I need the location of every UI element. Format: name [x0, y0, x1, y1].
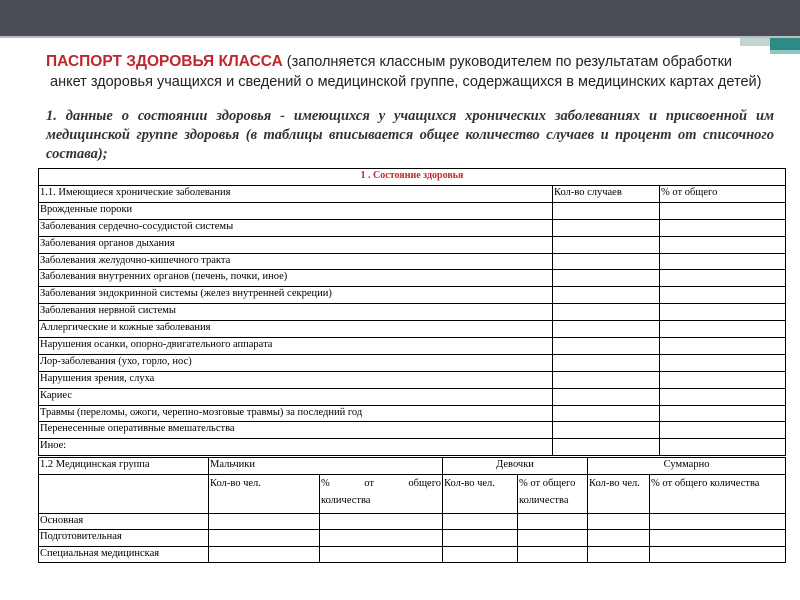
cases-cell[interactable]	[553, 270, 660, 287]
title-note: (заполняется классным руководителем по результатам обработки	[282, 54, 733, 70]
table-row	[39, 439, 786, 456]
percent-cell[interactable]	[660, 354, 786, 371]
cases-cell[interactable]	[553, 388, 660, 405]
table-row	[39, 321, 786, 338]
empty-header-cell	[39, 474, 209, 513]
column-header-diseases: 1.1. Имеющиеся хронические заболевания	[39, 186, 553, 203]
column-header-girls-count: Кол-во чел.	[443, 474, 518, 513]
column-header-girls: Девочки	[443, 458, 588, 475]
percent-cell[interactable]	[660, 422, 786, 439]
page-title: ПАСПОРТ ЗДОРОВЬЯ КЛАССА	[46, 53, 283, 70]
cases-cell[interactable]	[553, 304, 660, 321]
cases-cell[interactable]	[553, 253, 660, 270]
table-row	[39, 546, 786, 563]
value-cell[interactable]	[588, 513, 650, 530]
column-header-total: Суммарно	[588, 458, 786, 475]
disease-label: Врожденные пороки	[39, 202, 553, 219]
column-header-boys: Мальчики	[209, 458, 443, 475]
percent-cell[interactable]	[660, 219, 786, 236]
value-cell[interactable]	[443, 513, 518, 530]
value-cell[interactable]	[518, 546, 588, 563]
percent-cell[interactable]	[660, 202, 786, 219]
header-fragment: %	[321, 477, 330, 489]
section-title: 1 . Состояние здоровья	[39, 169, 786, 186]
disease-label: Травмы (переломы, ожоги, черепно-мозговые травмы) за последний год	[39, 405, 553, 422]
percent-cell[interactable]	[660, 371, 786, 388]
value-cell[interactable]	[443, 530, 518, 547]
percent-cell[interactable]	[660, 388, 786, 405]
table-row	[39, 354, 786, 371]
column-header-cases: Кол-во случаев	[553, 186, 660, 203]
title-note-continued: анкет здоровья учащихся и сведений о медицинской группе, содержащихся в медицинских картах детей)	[50, 74, 762, 90]
cases-cell[interactable]	[553, 321, 660, 338]
column-header-percent: % от общего	[660, 186, 786, 203]
disease-label: Заболевания эндокринной системы (желез внутренней секреции)	[39, 287, 553, 304]
cases-cell[interactable]	[553, 236, 660, 253]
value-cell[interactable]	[650, 513, 786, 530]
cases-cell[interactable]	[553, 338, 660, 355]
percent-cell[interactable]	[660, 405, 786, 422]
value-cell[interactable]	[443, 546, 518, 563]
disease-label: Нарушения зрения, слуха	[39, 371, 553, 388]
column-header-total-percent: % от общего количества	[650, 474, 786, 513]
value-cell[interactable]	[650, 546, 786, 563]
table-row	[39, 422, 786, 439]
disease-label: Заболевания желудочно-кишечного тракта	[39, 253, 553, 270]
cases-cell[interactable]	[553, 422, 660, 439]
value-cell[interactable]	[320, 530, 443, 547]
corner-decoration	[740, 38, 770, 46]
table-row	[39, 513, 786, 530]
table-row	[39, 304, 786, 321]
header-fragment: общего	[408, 477, 441, 489]
slide-top-bar	[0, 0, 800, 36]
value-cell[interactable]	[209, 546, 320, 563]
value-cell[interactable]	[588, 530, 650, 547]
column-header-girls-percent: % от общего количества	[518, 474, 588, 513]
disease-label: Кариес	[39, 388, 553, 405]
cases-cell[interactable]	[553, 219, 660, 236]
cases-cell[interactable]	[553, 405, 660, 422]
cases-cell[interactable]	[553, 371, 660, 388]
section-description: 1. данные о состоянии здоровья - имеющихся у учащихся хронических заболеваниях и присвоенной им медицинской группе здоровья (в таблицы вписывается общее количество случаев и процент от списочного состава);	[46, 108, 774, 162]
disease-label: Перенесенные оперативные вмешательства	[39, 422, 553, 439]
slide-top-stripe	[0, 36, 800, 38]
group-label: Специальная медицинская	[39, 546, 209, 563]
corner-decoration	[770, 38, 800, 50]
percent-cell[interactable]	[660, 270, 786, 287]
disease-label: Иное:	[39, 439, 553, 456]
column-header-boys-percent	[320, 474, 443, 513]
percent-cell[interactable]	[660, 287, 786, 304]
header-fragment: от	[364, 477, 374, 489]
disease-label: Аллергические и кожные заболевания	[39, 321, 553, 338]
page-heading	[46, 52, 786, 92]
table-row	[39, 388, 786, 405]
value-cell[interactable]	[650, 530, 786, 547]
chronic-diseases-table	[38, 168, 786, 456]
group-label: Подготовительная	[39, 530, 209, 547]
percent-cell[interactable]	[660, 321, 786, 338]
column-header-group: 1.2 Медицинская группа	[39, 458, 209, 475]
percent-cell[interactable]	[660, 439, 786, 456]
disease-label: Нарушения осанки, опорно-двигательного аппарата	[39, 338, 553, 355]
table-row	[39, 236, 786, 253]
table-row	[39, 405, 786, 422]
disease-label: Заболевания нервной системы	[39, 304, 553, 321]
value-cell[interactable]	[518, 513, 588, 530]
disease-label: Лор-заболевания (ухо, горло, нос)	[39, 354, 553, 371]
table-row	[39, 287, 786, 304]
cases-cell[interactable]	[553, 202, 660, 219]
group-label: Основная	[39, 513, 209, 530]
table-row	[39, 202, 786, 219]
value-cell[interactable]	[518, 530, 588, 547]
table-row	[39, 530, 786, 547]
table-row	[39, 338, 786, 355]
table-row	[39, 219, 786, 236]
value-cell[interactable]	[320, 546, 443, 563]
table-row	[39, 253, 786, 270]
value-cell[interactable]	[320, 513, 443, 530]
header-fragment: количества	[321, 494, 371, 506]
column-header-boys-count: Кол-во чел.	[209, 474, 320, 513]
value-cell[interactable]	[588, 546, 650, 563]
cases-cell[interactable]	[553, 287, 660, 304]
value-cell[interactable]	[209, 513, 320, 530]
cases-cell[interactable]	[553, 354, 660, 371]
column-header-total-count: Кол-во чел.	[588, 474, 650, 513]
percent-cell[interactable]	[660, 253, 786, 270]
cases-cell[interactable]	[553, 439, 660, 456]
percent-cell[interactable]	[660, 304, 786, 321]
table-row	[39, 371, 786, 388]
disease-label: Заболевания сердечно-сосудистой системы	[39, 219, 553, 236]
medical-group-table	[38, 457, 786, 563]
table-row	[39, 270, 786, 287]
disease-label: Заболевания органов дыхания	[39, 236, 553, 253]
value-cell[interactable]	[209, 530, 320, 547]
disease-label: Заболевания внутренних органов (печень, почки, иное)	[39, 270, 553, 287]
percent-cell[interactable]	[660, 236, 786, 253]
percent-cell[interactable]	[660, 338, 786, 355]
